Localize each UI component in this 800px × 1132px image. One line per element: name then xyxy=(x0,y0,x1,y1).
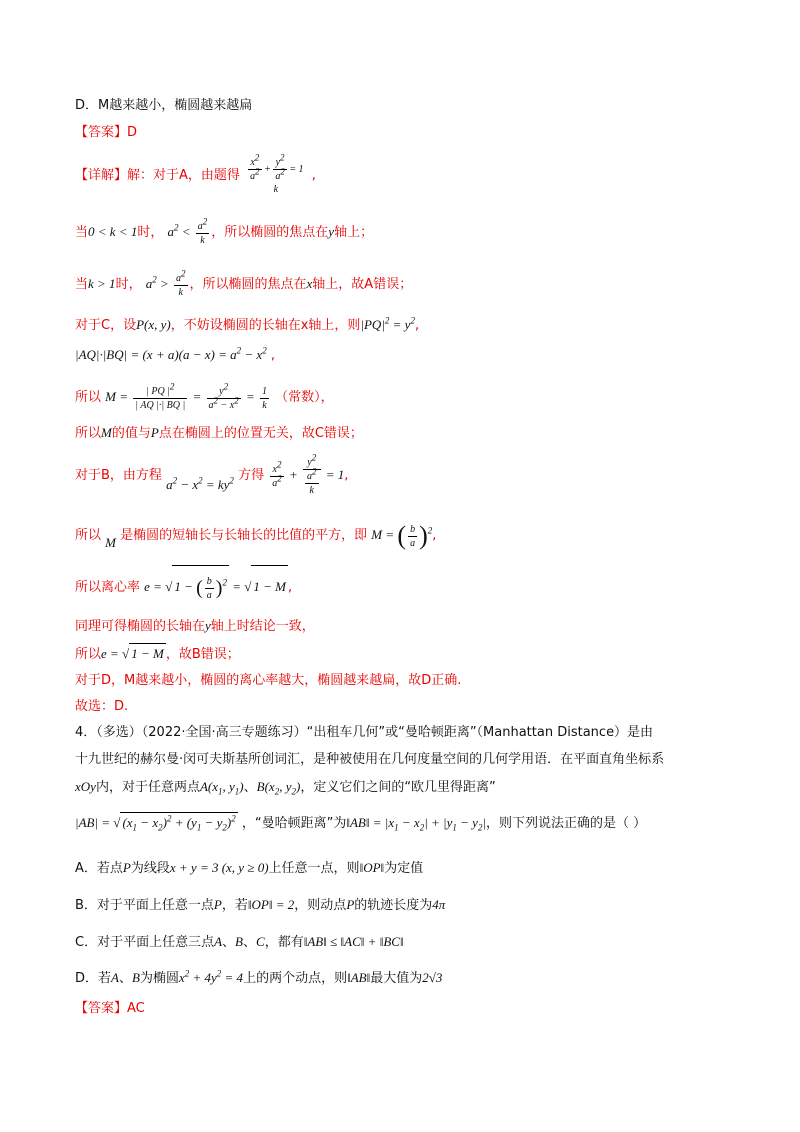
b-line-3: 所以离心率 e = √ 1 − ( $\frac{b}{a}$ )$^2$ = √ 1 − M , xyxy=(75,565,292,605)
c-line-4: 所以M的值与P点在椭圆上的位置无关，故C错误； xyxy=(75,425,363,441)
q4-line-2: 十九世纪的赫尔曼·闵可夫斯基所创词汇，是种被使用在几何度量空间的几何学用语．在平面直角坐标系 xyxy=(75,752,665,767)
b-line-5: 所以e = √ 1 − M ，故B错误； xyxy=(75,643,240,664)
detail-intro: 【详解】解：对于A，由题得 $\frac{x^2}{a^2}$ + $\frac{y^2}{a^2}$ = 1 k , xyxy=(75,152,316,195)
option-b: B．对于平面上任意一点P，若‖OP‖ = 2，则动点P的轨迹长度为4π xyxy=(75,897,446,913)
case-1: 当0 < k < 1时， $a^2$ < $\frac{a^2}{k}$ ，所以椭圆的焦点在y轴上； xyxy=(75,216,374,246)
option-a: A．若点P为线段x + y = 3 (x, y ≥ 0)上任意一点，则‖OP‖为定值 xyxy=(75,860,424,876)
q4-line-3: xOy内，对于任意两点$A(x_1$, $y_1$)、$B(x_2$, $y_2$)，定义它们之间的“欧几里得距离” xyxy=(75,779,496,797)
case-2: 当k > 1时， $a^2$ > $\frac{a^2}{k}$ ，所以椭圆的焦点在x轴上，故A错误； xyxy=(75,268,413,298)
q4-line-4: |AB| = √ $(x_1 - x_2)^2 + (y_1 - y_2)^2$ ，“曼哈顿距离”为‖AB‖ = $|x_1 - x_2| + |y_1 - y_2|$，则下列说法正确的是（ ） xyxy=(75,813,647,833)
b-line-1: 对于B，由方程 $a^2 - x^2 = ky^2$ 方得 $\frac{x^2}{a^2}$ + $\frac{y^2}{\frac{a^2}{k}}$ = 1, xyxy=(75,452,349,496)
c-line-1: 对于C，设P(x, y)，不妨设椭圆的长轴在x轴上，则$|PQ|^2 = y^2$, xyxy=(75,315,420,333)
d-line: 对于D，M越来越小，椭圆的离心率越大，椭圆越来越扁，故D正确. xyxy=(75,673,462,688)
choose-line: 故选：D. xyxy=(75,699,129,714)
answer-2: 【答案】AC xyxy=(75,1001,145,1016)
c-line-3: 所以 M = $\frac{| PQ |^2}{| AQ |\cdot| BQ |}$ = $\frac{y^2}{a^2 - x^2}$ = $\frac{1}{k}$ （常数）， xyxy=(75,381,334,411)
c-line-2: $|AQ|\cdot|BQ| = (x + a)(a - x) = a^2 - x^2$ , xyxy=(75,345,275,363)
option-d-prev: D．M越来越小，椭圆越来越扁 xyxy=(75,98,253,113)
option-d: D．若A、B为椭圆$x^2 + 4y^2 = 4$上的两个动点，则‖AB‖最大值为2√3 xyxy=(75,968,443,986)
option-c: C．对于平面上任意三点A、B、C，都有‖AB‖ ≤ ‖AC‖ + ‖BC‖ xyxy=(75,934,404,950)
b-line-4: 同理可得椭圆的长轴在y轴上时结论一致， xyxy=(75,618,315,634)
q4-line-1: 4．（多选）（2022·全国·高三专题练习）“出租车几何”或“曼哈顿距离”（Manhattan Distance）是由 xyxy=(75,725,654,740)
answer-1: 【答案】D xyxy=(75,125,138,140)
b-line-2: 所以 M 是椭圆的短轴长与长轴长的比值的平方，即 M = ( $\frac{b}{a}$ )$^2$, xyxy=(75,521,437,551)
